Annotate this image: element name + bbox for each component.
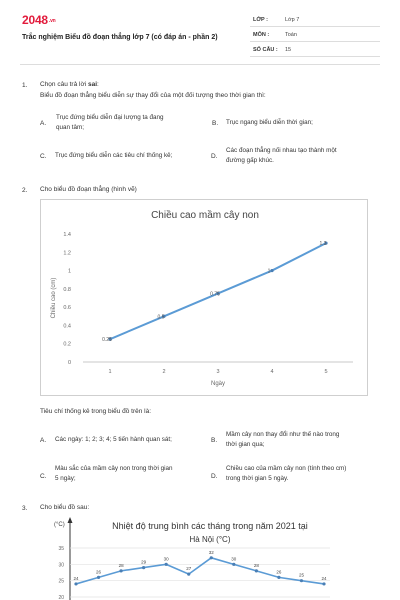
q3-chart-svg (40, 517, 340, 600)
q2-chart-svg (41, 200, 369, 397)
y-tick-label: 25 (58, 578, 64, 585)
x-tick-label: 1 (108, 369, 112, 375)
data-label: 1.3 (319, 241, 327, 248)
q1-option-b-letter[interactable]: B. (212, 120, 219, 127)
y-tick-label: 1.2 (63, 250, 71, 257)
q2-number: 2. (22, 187, 28, 194)
data-label: 27 (186, 566, 192, 572)
data-point (277, 576, 280, 579)
q1-option-c[interactable] (55, 151, 172, 161)
meta-value: 15 (285, 47, 292, 53)
q2-option-d-letter[interactable]: D. (211, 473, 218, 480)
chart-title: Chiều cao mầm cây non (151, 210, 259, 221)
y-tick-label: 20 (58, 595, 64, 600)
data-label: 26 (96, 569, 102, 575)
q2-option-b[interactable] (226, 430, 339, 450)
meta-value: Toán (285, 32, 297, 38)
data-label: 30 (231, 556, 237, 562)
q2-option-a-letter[interactable]: A. (40, 437, 47, 444)
page-title: Trắc nghiệm Biểu đồ đoạn thẳng lớp 7 (có đáp án - phần 2) (22, 34, 218, 41)
meta-key: MÔN : (253, 32, 270, 38)
q2-option-c[interactable] (55, 464, 173, 484)
data-point (142, 566, 145, 569)
logo-suffix: .vn (48, 17, 56, 24)
q1-prompt-bold: sai (87, 81, 98, 88)
q1-option-d-letter[interactable]: D. (211, 153, 218, 160)
q1-option-d[interactable] (226, 146, 337, 166)
data-label: 0.25 (102, 337, 112, 344)
logo-text: 2048 (22, 13, 48, 27)
q1-option-a-letter[interactable]: A. (40, 120, 47, 127)
x-axis-title: Ngày (210, 381, 226, 387)
header-divider (20, 64, 380, 65)
q2-option-b-line1: Mầm cây non thay đổi như thế nào trong (226, 431, 340, 438)
data-label: 26 (276, 569, 282, 575)
x-tick-label: 4 (270, 369, 274, 375)
q2-stem: Tiêu chí thống kê trong biểu đồ trên là: (40, 408, 152, 415)
y-tick-label: 30 (58, 562, 64, 569)
series-line (76, 558, 324, 584)
q1-option-b-line1: Trục ngang biểu diễn thời gian; (226, 119, 313, 126)
q2-option-d-line1: Chiều cao của mầm cây non (tính theo cm) (226, 465, 347, 472)
chart-unit-label: (°C) (54, 522, 65, 528)
chart-title-line2: Hà Nội (°C) (189, 535, 231, 544)
data-label: 24 (321, 575, 327, 581)
q3-chart (40, 517, 340, 600)
q1-option-a[interactable] (56, 113, 164, 133)
meta-key: SỐ CÂU : (253, 47, 278, 53)
y-axis-arrow (68, 517, 73, 523)
q2-prompt: Cho biểu đồ đoạn thẳng (hình vẽ) (40, 186, 137, 193)
data-label: 24 (73, 575, 79, 581)
data-label: 1 (267, 268, 271, 275)
data-point (232, 563, 235, 566)
data-label: 29 (141, 559, 147, 565)
chart-title-line1: Nhiệt độ trung bình các tháng trong năm 2021 tại (112, 521, 308, 531)
data-point (187, 573, 190, 576)
data-label: 0.75 (210, 291, 220, 298)
meta-value: Lớp 7 (285, 17, 300, 23)
data-label: 25 (298, 572, 304, 578)
q2-option-d[interactable] (226, 464, 346, 484)
q1-prompt (40, 80, 99, 90)
data-point (119, 569, 122, 572)
data-point (97, 576, 100, 579)
q3-number: 3. (22, 505, 28, 512)
y-tick-label: 1 (67, 268, 71, 275)
data-point (74, 582, 77, 585)
q2-chart (40, 199, 368, 396)
y-tick-label: 0.4 (63, 323, 71, 330)
q1-option-c-line1: Trục đứng biểu diễn các tiêu chí thống kê; (55, 152, 173, 159)
q1-option-d-line2: đường gấp khúc. (226, 157, 274, 164)
site-logo[interactable] (22, 13, 56, 27)
q2-option-a-line1: Các ngày: 1; 2; 3; 4; 5 tiến hành quan sát; (55, 436, 172, 443)
q3-prompt: Cho biểu đồ sau: (40, 504, 90, 511)
y-axis-title: Chiều cao (cm) (51, 277, 57, 319)
x-tick-label: 2 (162, 369, 166, 375)
y-tick-label: 0.6 (63, 305, 71, 312)
data-point (270, 269, 273, 272)
meta-grade (250, 14, 380, 27)
q1-option-c-letter[interactable]: C. (40, 153, 47, 160)
data-label: 30 (163, 556, 169, 562)
y-tick-label: 0 (67, 360, 71, 366)
y-tick-label: 1.4 (63, 232, 71, 238)
q2-option-d-line2: trong thời gian 5 ngày. (226, 475, 289, 482)
x-tick-label: 5 (324, 369, 328, 375)
data-point (165, 563, 168, 566)
q2-option-b-letter[interactable]: B. (211, 437, 218, 444)
q1-option-b[interactable] (226, 118, 313, 128)
data-point (322, 582, 325, 585)
q1-option-a-line2: quan tâm; (56, 124, 85, 131)
data-label: 28 (253, 562, 259, 568)
y-tick-label: 35 (58, 546, 64, 552)
q1-option-d-line1: Các đoạn thẳng nối nhau tạo thành một (226, 147, 337, 154)
q2-option-c-letter[interactable]: C. (40, 473, 47, 480)
q1-stem: Biểu đồ đoạn thẳng biểu diễn sự thay đổi của một đối tượng theo thời gian thì: (40, 92, 266, 99)
data-point (255, 569, 258, 572)
q1-option-a-line1: Trục đứng biểu diễn đại lượng ta đang (56, 114, 164, 121)
q1-prompt-prefix: Chọn câu trả lời (40, 81, 88, 88)
q2-option-a[interactable] (55, 435, 172, 445)
y-tick-label: 0.8 (63, 286, 71, 293)
q1-prompt-suffix: : (97, 81, 99, 88)
meta-count (250, 44, 380, 57)
q2-option-c-line1: Màu sắc của mầm cây non trong thời gian (55, 465, 173, 472)
x-tick-label: 3 (216, 369, 220, 375)
data-label: 28 (118, 562, 124, 568)
q2-option-c-line2: 5 ngày; (55, 475, 76, 482)
q2-option-b-line2: thời gian qua; (226, 441, 265, 448)
y-tick-label: 0.2 (63, 341, 71, 348)
data-point (300, 579, 303, 582)
meta-subject (250, 29, 380, 42)
q1-number: 1. (22, 82, 28, 89)
data-point (210, 556, 213, 559)
data-label: 0.5 (157, 314, 165, 321)
data-label: 32 (208, 549, 214, 555)
meta-key: LỚP : (253, 17, 268, 23)
